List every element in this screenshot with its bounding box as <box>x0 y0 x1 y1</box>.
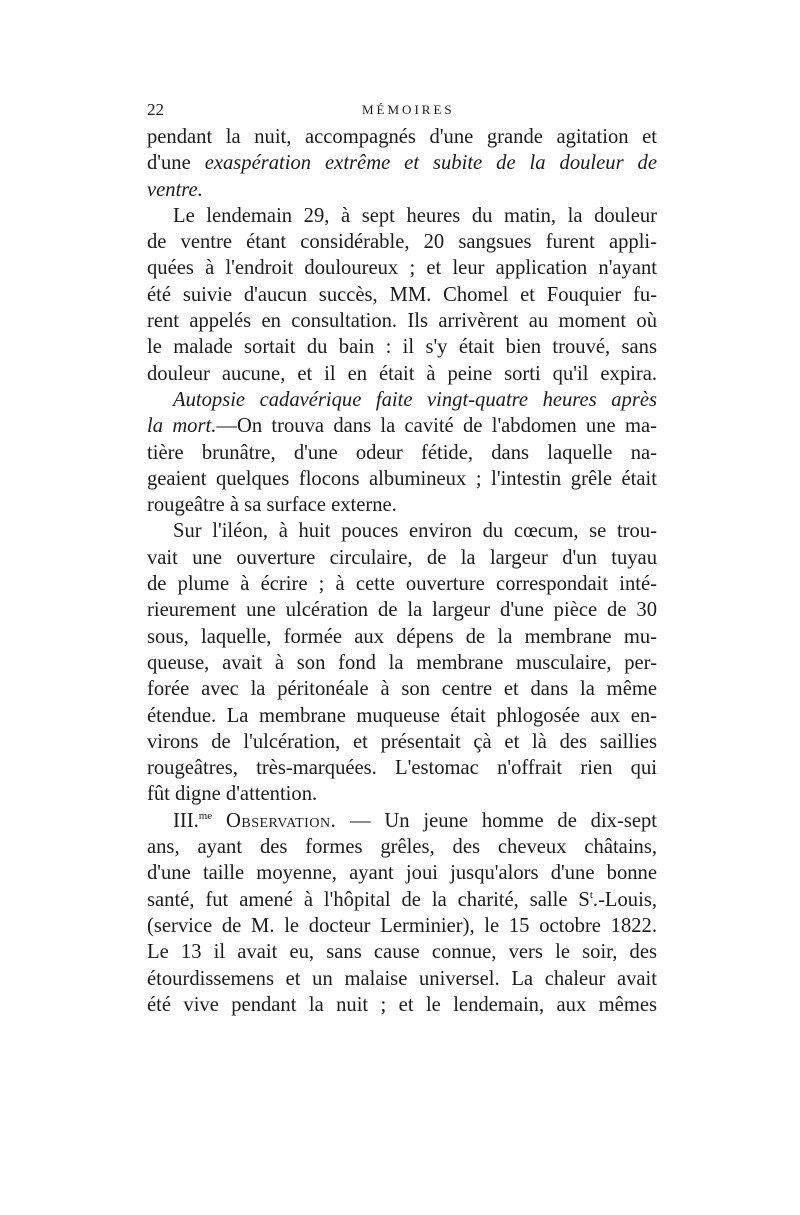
text-line: forée avec la péritonéale à son centre et dans la même <box>147 678 657 701</box>
text-line: virons de l'ulcération, et présentait çà et là des saillies <box>147 730 657 753</box>
text-line: le malade sortait du bain : il s'y était bien trouvé, sans <box>147 336 657 359</box>
text-run: santé, fut amené à l'hôpital de la charité, salle S <box>147 888 590 911</box>
text-run: d'une <box>147 152 205 175</box>
text-line: vait une ouverture circulaire, de la largeur d'un tuyau <box>147 546 657 569</box>
text-line: rougeâtres, très-marquées. L'estomac n'offrait rien qui <box>147 757 657 780</box>
text-line: de plume à écrire ; à cette ouverture correspondait inté- <box>147 573 657 596</box>
text-line: rent appelés en consultation. Ils arrivèrent au moment où <box>147 310 657 333</box>
running-head <box>147 100 657 122</box>
text-line: étendue. La membrane muqueuse était phlogosée aux en- <box>147 704 657 727</box>
text-line: Le lendemain 29, à sept heures du matin, la douleur <box>173 204 657 227</box>
text-line: rieurement une ulcération de la largeur d'une pièce de 30 <box>147 599 657 622</box>
text-line: de ventre étant considérable, 20 sangsues furent appli- <box>147 231 657 254</box>
italic-run: exaspération extrême et subite de la douleur de <box>204 152 657 175</box>
text-line: d'une taille moyenne, ayant joui jusqu'alors d'une bonne <box>147 862 657 885</box>
italic-run: Autopsie cadavérique faite vingt-quatre heures après <box>173 388 657 411</box>
small-caps-run: Observation. <box>226 809 337 832</box>
running-title: MÉMOIRES <box>362 102 455 117</box>
italic-run: ventre. <box>147 178 203 201</box>
text-line: geaient quelques flocons albumineux ; l'intestin grêle était <box>147 467 657 490</box>
text-line: étourdissemens et un malaise universel. La chaleur avait <box>147 967 657 990</box>
text-line: quées à l'endroit douloureux ; et leur application n'ayant <box>147 257 657 280</box>
text-run: —On trouva dans la cavité de l'abdomen une ma- <box>216 415 657 438</box>
text-line: ans, ayant des formes grêles, des cheveux châtains, <box>147 836 657 859</box>
text-line <box>147 887 657 913</box>
text-line: douleur aucune, et il en était à peine sorti qu'il expira. <box>147 362 657 385</box>
text-line <box>147 150 657 176</box>
text-line: été vive pendant la nuit ; et le lendemain, aux mêmes <box>147 993 657 1016</box>
text-line: Sur l'iléon, à huit pouces environ du cœcum, se trou- <box>173 520 657 543</box>
text-line: pendant la nuit, accompagnés d'une grande agitation et <box>147 126 657 148</box>
text-line <box>147 413 657 439</box>
text-run: III. <box>173 809 199 832</box>
text-line: rougeâtre à sa surface externe. <box>147 494 397 517</box>
text-line: fût digne d'attention. <box>147 783 318 806</box>
text-line <box>147 387 657 413</box>
superscript: t <box>589 888 593 901</box>
text-line: tière brunâtre, d'une odeur fétide, dans laquelle na- <box>147 441 657 464</box>
text-line: queuse, avait à son fond la membrane musculaire, per- <box>147 651 657 674</box>
superscript: me <box>198 809 213 822</box>
page-number: 22 <box>147 100 164 119</box>
text-run: .-Louis, <box>592 888 657 911</box>
text-line: (service de M. le docteur Lerminier), le 15 octobre 1822. <box>147 914 657 937</box>
text-line: Le 13 il avait eu, sans cause connue, vers le soir, des <box>147 941 657 964</box>
text-line <box>147 808 657 834</box>
body-text <box>147 124 657 1018</box>
text-line: sous, laquelle, formée aux dépens de la membrane mu- <box>147 625 657 648</box>
text-run: — Un jeune homme de dix-sept <box>336 809 657 832</box>
text-line: été suivie d'aucun succès, MM. Chomel et Fouquier fu- <box>147 283 657 306</box>
italic-run: la mort. <box>147 415 217 438</box>
text-line <box>147 177 657 203</box>
